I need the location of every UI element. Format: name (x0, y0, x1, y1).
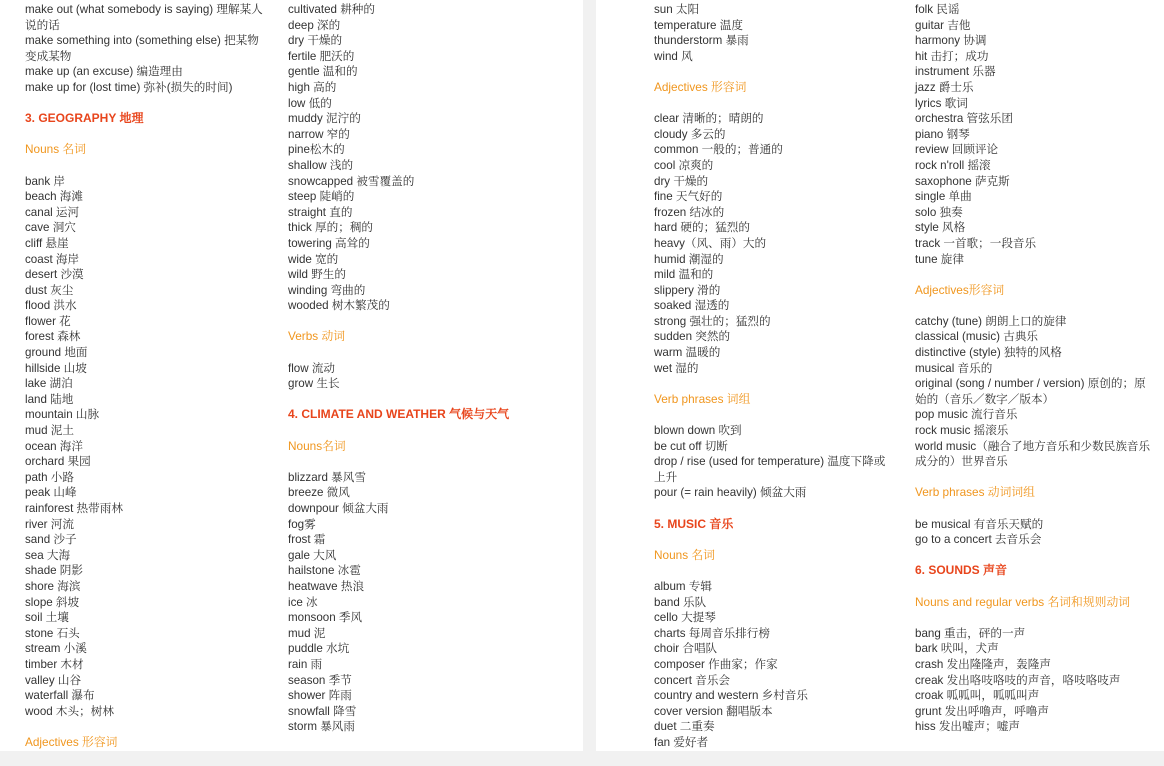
vocab-entry: wide 宽的 (288, 252, 339, 266)
vocab-entry: hailstone 冰雹 (288, 564, 361, 578)
vocab-entry: snowfall 降雪 (288, 704, 357, 718)
vocab-entry: sudden 突然的 (654, 330, 731, 344)
vocab-entry: rock n'roll 摇滚 (915, 158, 991, 172)
category-subheading: Nouns 名词 (25, 142, 86, 157)
vocab-entry: croak 呱呱叫，呱呱叫声 (915, 689, 1040, 703)
vocab-entry: world music（融合了地方音乐和少数民族音乐成分的）世界音乐 (915, 439, 1151, 469)
spacer (915, 470, 1151, 486)
vocab-entry: guitar 吉他 (915, 18, 971, 32)
vocab-entry: towering 高耸的 (288, 236, 370, 250)
vocab-entry: clear 清晰的；晴朗的 (654, 112, 764, 126)
vocab-entry: jazz 爵士乐 (915, 80, 974, 94)
vocab-entry: saxophone 萨克斯 (915, 174, 1010, 188)
vocab-entry: catchy (tune) 朗朗上口的旋律 (915, 314, 1067, 328)
vocab-entry: be musical 有音乐天赋的 (915, 517, 1044, 531)
vocab-entry: frost 霜 (288, 533, 326, 547)
vocab-entry: stream 小溪 (25, 642, 87, 656)
vocab-entry: be cut off 切断 (654, 439, 728, 453)
spacer (25, 719, 270, 735)
category-subheading: Adjectives 形容词 (654, 79, 747, 94)
vocab-entry: duet 二重奏 (654, 720, 715, 734)
vocab-entry: cover version 翻唱版本 (654, 704, 773, 718)
vocab-entry: cool 凉爽的 (654, 158, 714, 172)
vocab-entry: coast 海岸 (25, 252, 80, 266)
vocab-entry: dry 干燥的 (288, 34, 343, 48)
vocab-entry: peak 山峰 (25, 486, 77, 500)
vocab-entry: mild 温和的 (654, 268, 714, 282)
vocab-entry: humid 潮湿的 (654, 252, 724, 266)
vocab-entry: path 小路 (25, 470, 74, 484)
vocab-entry: heavy（风、雨）大的 (654, 236, 767, 250)
vocab-entry: make something into (something else) 把某物变成某物 (25, 34, 259, 63)
vocab-entry: band 乐队 (654, 595, 707, 609)
vocab-entry: ocean 海洋 (25, 439, 83, 453)
vocab-entry: bark 吠叫，犬声 (915, 642, 999, 656)
vocab-entry: canal 运河 (25, 205, 80, 219)
vocab-entry: ground 地面 (25, 346, 88, 360)
vocab-entry: fog雾 (288, 517, 316, 531)
spacer (654, 64, 892, 80)
vocab-entry: cultivated 耕种的 (288, 3, 375, 16)
vocab-entry: timber 木材 (25, 657, 84, 671)
category-subheading: Verb phrases 词组 (654, 391, 751, 406)
vocab-entry: shower 阵雨 (288, 689, 352, 703)
vocab-entry: rain 雨 (288, 657, 323, 671)
vocab-entry: ice 冰 (288, 595, 318, 609)
vocab-entry: orchestra 管弦乐团 (915, 112, 1013, 126)
vocab-entry: strong 强壮的；猛烈的 (654, 314, 771, 328)
vocab-entry: charts 每周音乐排行榜 (654, 626, 770, 640)
vocab-entry: grunt 发出呼噜声，呼噜声 (915, 704, 1049, 718)
vocab-entry: muddy 泥泞的 (288, 112, 361, 126)
vocab-entry: high 高的 (288, 80, 337, 94)
vocab-entry: hillside 山坡 (25, 361, 87, 375)
vocab-entry: cave 洞穴 (25, 221, 76, 235)
vocab-entry: low 低的 (288, 96, 332, 110)
vocab-entry: harmony 协调 (915, 34, 987, 48)
vocab-entry: cello 大提琴 (654, 611, 716, 625)
vocab-entry: waterfall 瀑布 (25, 689, 95, 703)
category-subheading: Nouns and regular verbs 名词和规则动词 (915, 594, 1131, 609)
vocab-entry: instrument 乐器 (915, 65, 996, 79)
vocab-entry: heatwave 热浪 (288, 579, 365, 593)
vocab-entry: beach 海滩 (25, 190, 83, 204)
vocab-entry: slope 斜坡 (25, 595, 80, 609)
section-heading: 4. CLIMATE AND WEATHER 气候与天气 (288, 407, 510, 422)
vocab-entry: land 陆地 (25, 392, 74, 406)
vocab-entry: composer 作曲家；作家 (654, 657, 778, 671)
vocab-entry: distinctive (style) 独特的风格 (915, 346, 1062, 360)
vocab-entry: make out (what somebody is saying) 理解某人说的话 (25, 3, 263, 32)
vocab-entry: mud 泥土 (25, 424, 74, 438)
spacer (915, 267, 1151, 283)
vocab-entry: frozen 结冰的 (654, 205, 725, 219)
vocab-entry: concert 音乐会 (654, 673, 731, 687)
vocab-entry: go to a concert 去音乐会 (915, 533, 1042, 547)
vocab-entry: drop / rise (used for temperature) 温度下降或上升 (654, 455, 886, 484)
vocab-column-1 (25, 2, 270, 766)
vocab-entry: pop music 流行音乐 (915, 408, 1018, 422)
vocab-column-2 (288, 2, 528, 735)
category-subheading: Adjectives形容词 (915, 282, 1005, 297)
vocab-entry: narrow 窄的 (288, 127, 350, 141)
vocab-entry: dry 干燥的 (654, 174, 709, 188)
vocab-entry: lake 湖泊 (25, 377, 73, 391)
vocab-entry: choir 合唱队 (654, 642, 718, 656)
vocab-entry: straight 直的 (288, 205, 353, 219)
vocab-entry: style 风格 (915, 221, 966, 235)
vocab-entry: hiss 发出嘘声；嘘声 (915, 720, 1020, 734)
spacer (288, 314, 528, 330)
vocab-entry: tune 旋律 (915, 252, 964, 266)
vocab-entry: slippery 滑的 (654, 283, 721, 297)
vocab-entry: river 河流 (25, 517, 74, 531)
vocab-entry: valley 山谷 (25, 673, 82, 687)
vocab-entry: thick 厚的；稠的 (288, 221, 374, 235)
category-subheading: Nouns名词 (288, 438, 346, 453)
vocab-entry: blizzard 暴风雪 (288, 470, 366, 484)
vocab-entry: folk 民谣 (915, 3, 960, 16)
vocab-entry: soil 土壤 (25, 611, 69, 625)
vocab-entry: deep 深的 (288, 18, 341, 32)
vocab-entry: orchard 果园 (25, 455, 91, 469)
vocab-entry: grow 生长 (288, 377, 340, 391)
vocab-entry: wild 野生的 (288, 268, 346, 282)
vocab-entry: shade 阴影 (25, 564, 83, 578)
vocab-entry: cliff 悬崖 (25, 236, 69, 250)
vocab-column-3 (654, 2, 892, 751)
vocab-entry: storm 暴风雨 (288, 720, 355, 734)
vocab-entry: shore 海滨 (25, 579, 81, 593)
vocab-entry: bang 重击，砰的一声 (915, 626, 1026, 640)
vocab-entry: make up for (lost time) 弥补(损失的时间) (25, 80, 233, 94)
vocab-entry: pine松木的 (288, 143, 345, 157)
vocab-entry: season 季节 (288, 673, 352, 687)
vocab-entry: bank 岸 (25, 174, 65, 188)
vocab-entry: hit 击打；成功 (915, 49, 989, 63)
vocab-entry: piano 钢琴 (915, 127, 970, 141)
vocab-entry: lyrics 歌词 (915, 96, 968, 110)
vocab-entry: temperature 温度 (654, 18, 743, 32)
vocab-entry: make up (an excuse) 编造理由 (25, 65, 183, 79)
vocab-entry: country and western 乡村音乐 (654, 689, 808, 703)
vocab-entry: flood 洪水 (25, 299, 77, 313)
vocab-entry: warm 温暖的 (654, 346, 721, 360)
vocab-entry: shallow 浅的 (288, 158, 354, 172)
vocab-entry: flower 花 (25, 314, 71, 328)
vocab-entry: gentle 温和的 (288, 65, 358, 79)
vocab-entry: gale 大风 (288, 548, 337, 562)
vocab-entry: pour (= rain heavily) 倾盆大雨 (654, 486, 807, 500)
vocab-entry: soaked 湿透的 (654, 299, 730, 313)
section-heading: 3. GEOGRAPHY 地理 (25, 111, 144, 126)
vocab-entry: forest 森林 (25, 330, 81, 344)
vocab-entry: desert 沙漠 (25, 268, 84, 282)
vocab-entry: sun 太阳 (654, 3, 700, 16)
vocab-entry: mud 泥 (288, 626, 326, 640)
vocab-entry: cloudy 多云的 (654, 127, 726, 141)
vocab-entry: classical (music) 古典乐 (915, 330, 1039, 344)
vocab-entry: flow 流动 (288, 361, 336, 375)
vocab-entry: steep 陡峭的 (288, 190, 355, 204)
vocab-entry: creak 发出咯吱咯吱的声音，咯吱咯吱声 (915, 673, 1121, 687)
category-subheading: Nouns 名词 (654, 547, 715, 562)
vocab-entry: fan 爱好者 (654, 735, 709, 749)
vocab-entry: track 一首歌；一段音乐 (915, 236, 1037, 250)
vocab-entry: stone 石头 (25, 626, 80, 640)
vocab-entry: winding 弯曲的 (288, 283, 366, 297)
vocab-entry: wind 风 (654, 49, 693, 63)
vocab-entry: sand 沙子 (25, 533, 77, 547)
section-heading: 6. SOUNDS 声音 (915, 563, 1008, 578)
category-subheading: Adjectives 形容词 (25, 734, 118, 749)
vocab-entry: thunderstorm 暴雨 (654, 34, 749, 48)
vocab-entry: downpour 倾盆大雨 (288, 502, 389, 515)
vocab-entry: sea 大海 (25, 548, 71, 562)
vocab-entry: fertile 肥沃的 (288, 49, 355, 63)
spacer (654, 376, 892, 392)
vocab-entry: wood 木头；树林 (25, 704, 114, 718)
vocab-entry: dust 灰尘 (25, 283, 74, 297)
section-heading: 5. MUSIC 音乐 (654, 516, 734, 531)
vocab-entry: rainforest 热带雨林 (25, 502, 123, 515)
vocab-column-4 (915, 2, 1151, 735)
vocab-entry: review 回顾评论 (915, 143, 999, 157)
category-subheading: Verb phrases 动词词组 (915, 485, 1035, 500)
category-subheading: Verbs 动词 (288, 329, 346, 344)
vocab-entry: blown down 吹到 (654, 424, 742, 438)
vocab-entry: rock music 摇滚乐 (915, 424, 1009, 438)
vocab-entry: mountain 山脉 (25, 408, 100, 422)
vocab-entry: album 专辑 (654, 579, 712, 593)
vocab-entry: fine 天气好的 (654, 190, 723, 204)
vocab-entry: hard 硬的；猛烈的 (654, 221, 750, 235)
vocab-entry: breeze 微风 (288, 486, 350, 500)
vocab-entry: single 单曲 (915, 190, 972, 204)
vocab-entry: musical 音乐的 (915, 361, 993, 375)
vocab-entry: solo 独奏 (915, 205, 963, 219)
vocab-entry: puddle 水坑 (288, 642, 350, 656)
vocab-entry: snowcapped 被雪覆盖的 (288, 174, 415, 188)
vocab-entry: crash 发出隆隆声，轰隆声 (915, 657, 1051, 671)
vocab-entry: common 一般的；普通的 (654, 143, 783, 157)
vocab-entry: monsoon 季风 (288, 611, 363, 625)
vocab-entry: wooded 树木繁茂的 (288, 299, 390, 313)
vocab-entry: original (song / number / version) 原创的；原始的（音乐／数字／版本） (915, 377, 1146, 406)
vocab-entry: wet 湿的 (654, 361, 699, 375)
